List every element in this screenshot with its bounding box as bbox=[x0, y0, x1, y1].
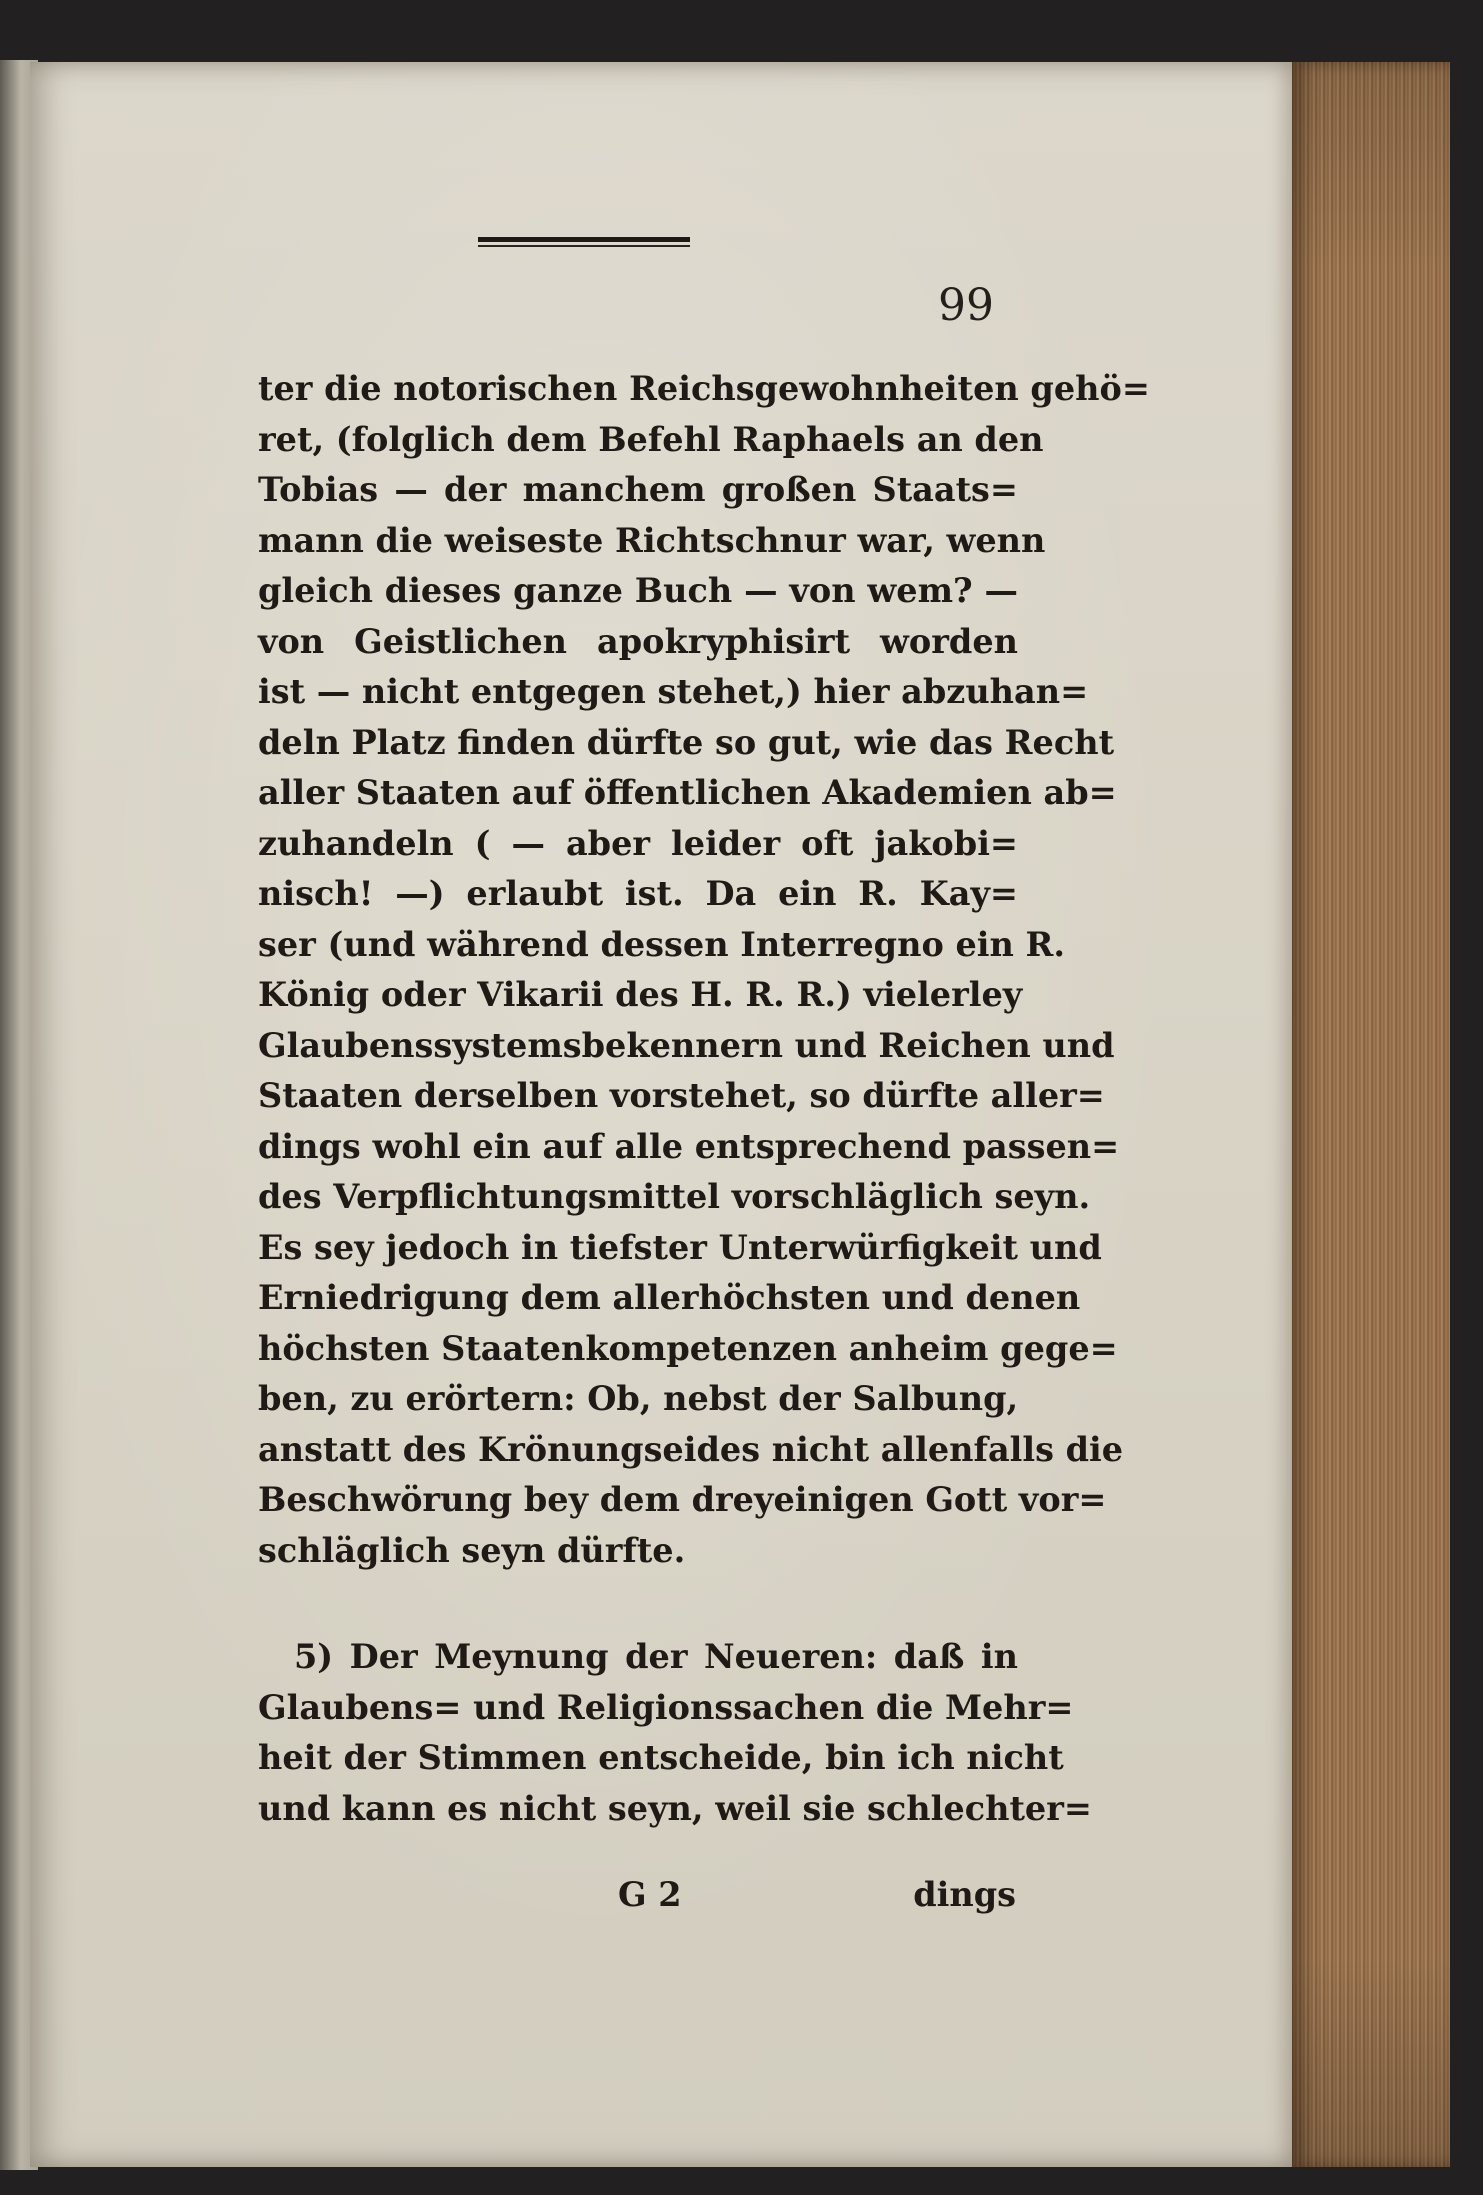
text-line: ser (und während dessen Interregno ein R. bbox=[258, 924, 1066, 964]
paragraph-gap bbox=[258, 1576, 1018, 1632]
text-line: Glaubenssystemsbekennern und Reichen und bbox=[258, 1025, 1115, 1065]
text-line: heit der Stimmen entscheide, bin ich nicht bbox=[258, 1738, 1064, 1777]
text-line: anstatt des Krönungseides nicht allenfalls die bbox=[258, 1429, 1124, 1469]
text-line: des Verpflichtungsmittel vorschläglich seyn. bbox=[258, 1177, 1091, 1216]
page-number: 99 bbox=[938, 280, 994, 331]
header-rule bbox=[478, 237, 690, 249]
header-rule-thick bbox=[478, 237, 690, 242]
text-line: ben, zu erörtern: Ob, nebst der Salbung, bbox=[258, 1379, 1019, 1418]
text-line: König oder Vikarii des H. R. R.) vielerley bbox=[258, 975, 1023, 1014]
text-line: Beschwörung bey dem dreyeinigen Gott vor= bbox=[258, 1480, 1107, 1519]
text-line: deln Platz finden dürfte so gut, wie das Recht bbox=[258, 722, 1115, 762]
body-text bbox=[258, 364, 1150, 1834]
page-block-edges bbox=[1292, 62, 1450, 2167]
text-line: ret, (folglich dem Befehl Raphaels an den bbox=[258, 419, 1044, 459]
text-line: gleich dieses ganze Buch — von wem? — bbox=[258, 571, 1018, 610]
text-line: und kann es nicht seyn, weil sie schlechter= bbox=[258, 1788, 1092, 1828]
header-rule-thin bbox=[478, 245, 690, 247]
text-line: Es sey jedoch in tiefster Unterwürfigkeit und bbox=[258, 1227, 1102, 1267]
catchword: dings bbox=[913, 1875, 1016, 1914]
text-line: Glaubens= und Religionssachen die Mehr= bbox=[258, 1687, 1074, 1727]
text-line: mann die weiseste Richtschnur war, wenn bbox=[258, 520, 1046, 560]
text-line: zuhandeln ( — aber leider oft jakobi= bbox=[258, 823, 1018, 863]
text-line: Erniedrigung dem allerhöchsten und denen bbox=[258, 1278, 1081, 1317]
text-line: dings wohl ein auf alle entsprechend passen= bbox=[258, 1126, 1120, 1166]
text-line: schläglich seyn dürfte. bbox=[258, 1530, 686, 1570]
text-line: nisch! —) erlaubt ist. Da ein R. Kay= bbox=[258, 874, 1018, 913]
text-line: ter die notorischen Reichsgewohnheiten gehö= bbox=[258, 369, 1150, 408]
text-line: 5) Der Meynung der Neueren: daß in bbox=[294, 1637, 1018, 1676]
text-line: Tobias — der manchem großen Staats= bbox=[258, 470, 1018, 509]
page-footer bbox=[258, 1870, 1018, 1920]
text-line: Staaten derselben vorstehet, so dürfte aller= bbox=[258, 1076, 1105, 1115]
text-line: von Geistlichen apokryphisirt worden bbox=[258, 621, 1018, 661]
text-line: aller Staaten auf öffentlichen Akademien ab= bbox=[258, 773, 1117, 812]
signature-mark: G 2 bbox=[618, 1875, 682, 1914]
text-line: ist — nicht entgegen stehet,) hier abzuhan= bbox=[258, 672, 1089, 711]
book-page bbox=[30, 62, 1292, 2167]
text-line: höchsten Staatenkompetenzen anheim gege= bbox=[258, 1328, 1118, 1368]
